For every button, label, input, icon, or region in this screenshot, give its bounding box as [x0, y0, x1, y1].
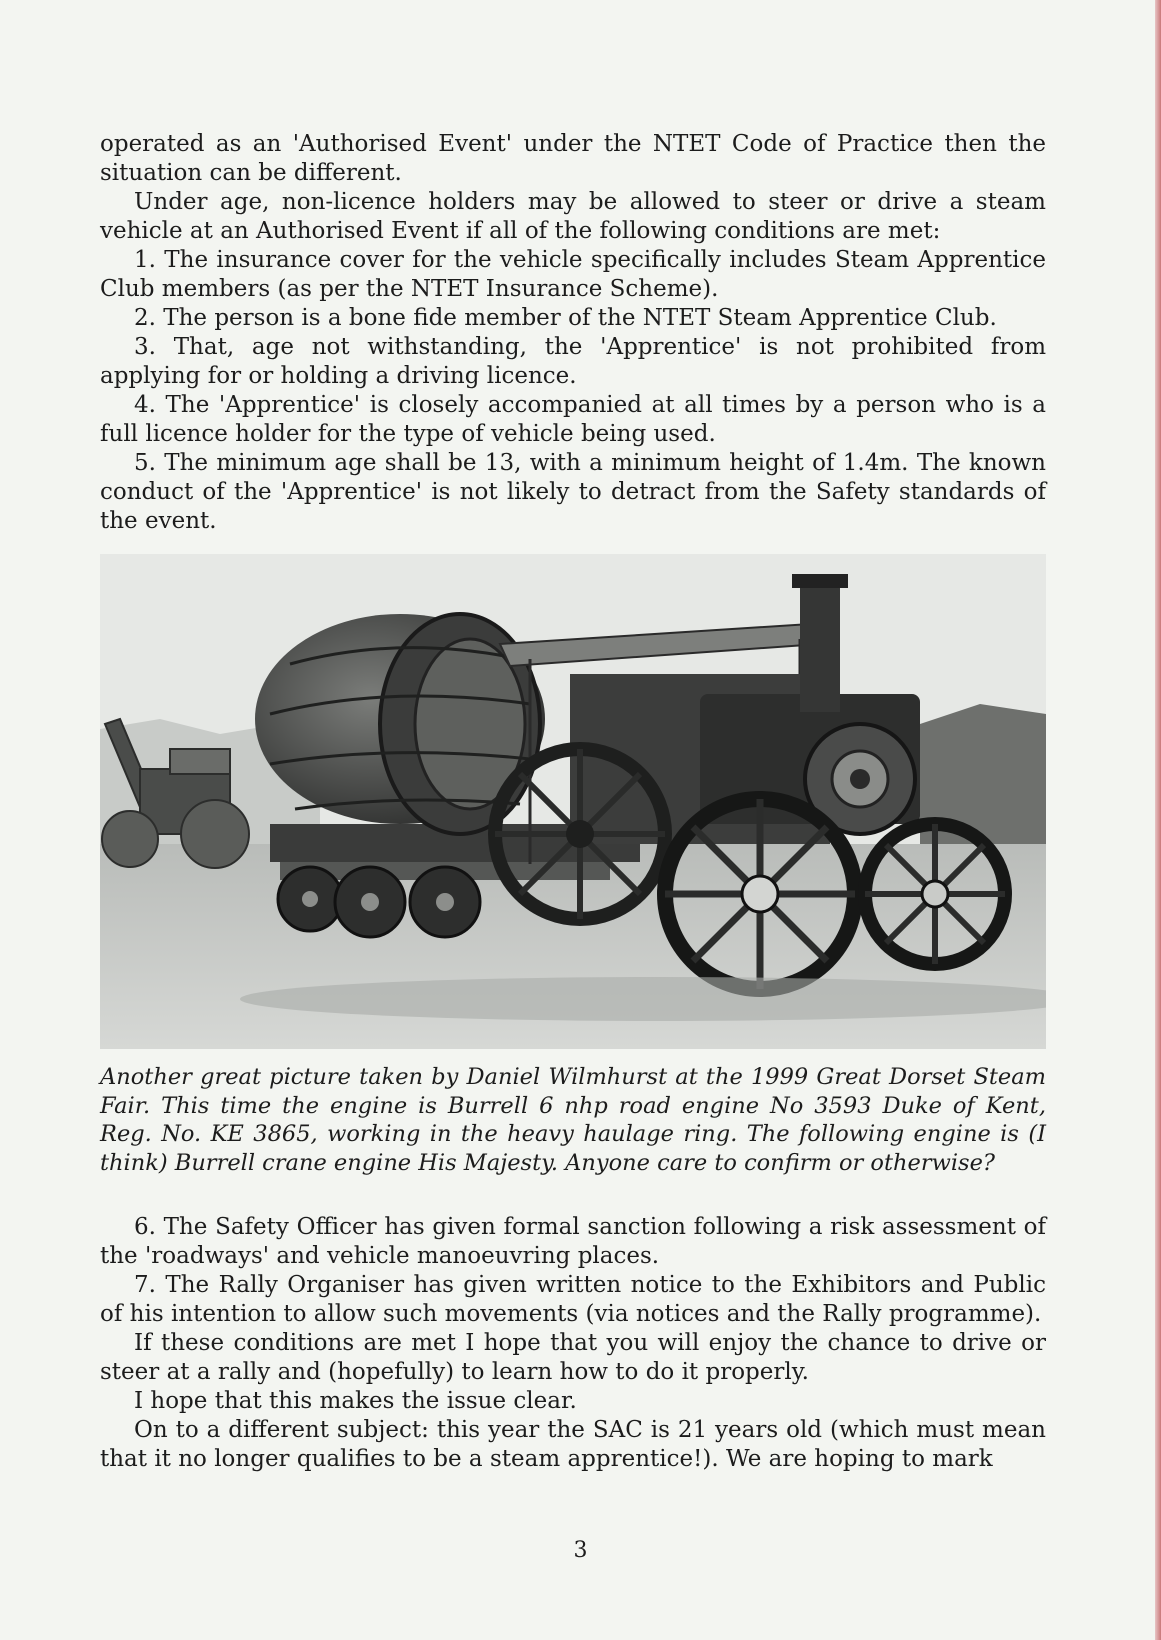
condition-4: 4. The 'Apprentice' is closely accompanied at all times by a person who is a full licence holder for the type of vehicle being used.	[100, 392, 1046, 447]
page-number: 3	[573, 1538, 588, 1563]
condition-2: 2. The person is a bone fide member of the NTET Steam Apprentice Club.	[134, 305, 997, 331]
steam-engine-photo	[100, 554, 1046, 1049]
top-text	[100, 130, 1046, 536]
page-edge	[1155, 0, 1161, 1640]
condition-1: 1. The insurance cover for the vehicle specifically includes Steam Apprentice Club members (as per the NTET Insurance Scheme).	[100, 247, 1046, 302]
condition-5: 5. The minimum age shall be 13, with a minimum height of 1.4m. The known conduct of the 'Apprentice' is not likely to detract from the Safety standards of the event.	[100, 450, 1046, 534]
condition-7: 7. The Rally Organiser has given written notice to the Exhibitors and Public of his intention to allow such movements (via notices and the Rally programme).	[100, 1272, 1046, 1327]
steam-engine-illustration	[100, 554, 1046, 1049]
condition-3: 3. That, age not withstanding, the 'Apprentice' is not prohibited from applying for or holding a driving licence.	[100, 334, 1046, 389]
bottom-text	[100, 1213, 1046, 1474]
page-content	[100, 130, 1046, 1474]
paragraph: operated as an 'Authorised Event' under the NTET Code of Practice then the situation can be different.	[100, 131, 1046, 186]
photo-caption: Another great picture taken by Daniel Wilmhurst at the 1999 Great Dorset Steam Fair. This time the engine is Burrell 6 nhp road engine No 3593 Duke of Kent, Reg. No. KE 3865, working in the heavy haulage ring. The following engine is (I think) Burrell crane engine His Majesty. Anyone care to confirm or otherwise?	[100, 1064, 1046, 1176]
paragraph: On to a different subject: this year the SAC is 21 years old (which must mean that it no longer qualifies to be a steam apprentice!). We are hoping to mark	[100, 1417, 1046, 1472]
condition-6: 6. The Safety Officer has given formal sanction following a risk assessment of the 'roadways' and vehicle manoeuvring places.	[100, 1214, 1046, 1269]
paragraph: I hope that this makes the issue clear.	[134, 1388, 577, 1414]
paragraph: Under age, non-licence holders may be allowed to steer or drive a steam vehicle at an Authorised Event if all of the following conditions are met:	[100, 189, 1046, 244]
paragraph: If these conditions are met I hope that you will enjoy the chance to drive or steer at a rally and (hopefully) to learn how to do it properly.	[100, 1330, 1046, 1385]
